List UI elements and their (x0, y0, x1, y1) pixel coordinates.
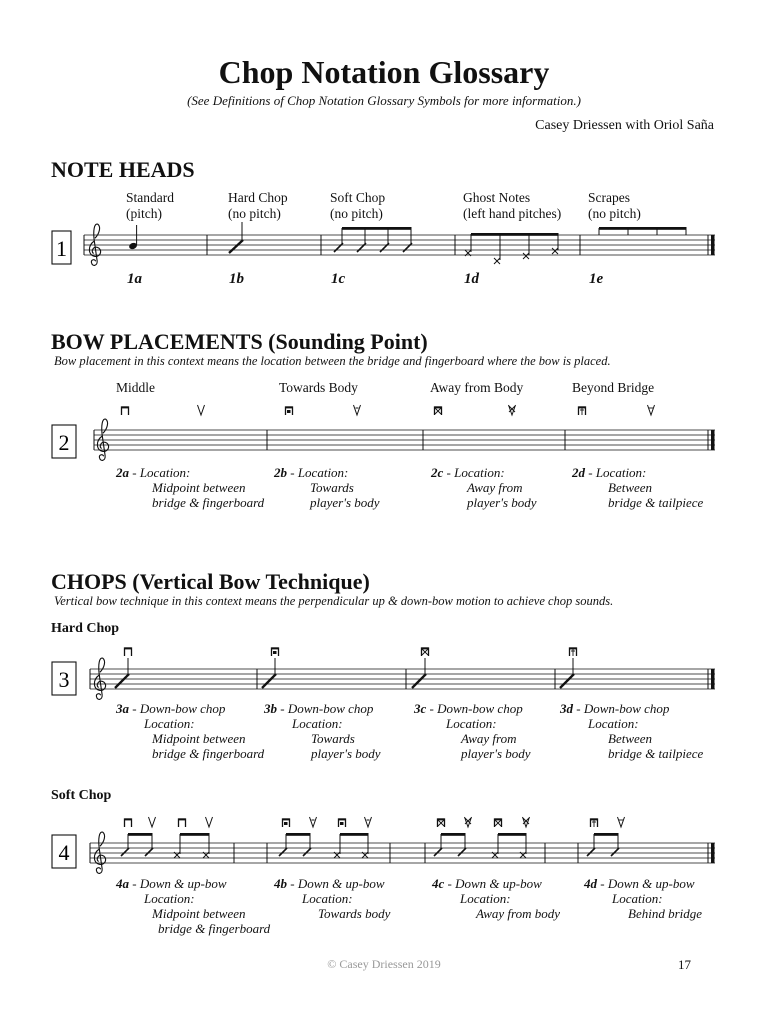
label-towards-body: Towards Body (279, 380, 358, 395)
up-bow-beyond-bridge-icon (648, 405, 655, 415)
label-1c: Soft Chop (no pitch) (330, 190, 386, 221)
label-middle: Middle (116, 380, 155, 395)
author: Casey Driessen with Oriol Saña (535, 118, 714, 133)
down-bow-icon (125, 647, 132, 656)
down-bow-away-icon (422, 647, 429, 656)
up-bow-beyond-bridge-icon (618, 817, 625, 827)
section-heading-bow-placements: BOW PLACEMENTS (Sounding Point) (51, 329, 428, 354)
down-bow-icon (122, 406, 129, 415)
caption-2d: 2d - Location: Between bridge & tailpiece (572, 465, 704, 510)
down-bow-away-icon (438, 818, 445, 827)
staff-1 (52, 222, 715, 265)
down-bow-icon (125, 818, 132, 827)
staff-number-1: 1 (56, 236, 67, 261)
caption-4d: 4d - Down & up-bow Location: Behind bridge (584, 876, 703, 921)
page-number: 17 (678, 957, 691, 972)
example-id-1a: 1a (127, 271, 142, 287)
section-description-bow-placements: Bow placement in this context means the location between the bridge and fingerboard where the bow is placed. (54, 354, 611, 368)
caption-2a: 2a - Location: Midpoint between bridge & fingerboard (116, 465, 265, 510)
label-1e: Scrapes (no pitch) (588, 190, 641, 221)
section-heading-note-heads: NOTE HEADS (51, 157, 195, 182)
example-id-1c: 1c (331, 271, 346, 287)
page-subtitle: (See Definitions of Chop Notation Glossary Symbols for more information.) (187, 93, 581, 108)
caption-3c: 3c - Down-bow chop Location: Away from player's body (414, 701, 531, 761)
staff-2 (52, 405, 715, 460)
down-bow-beyond-bridge-icon (570, 647, 577, 656)
staff-number-3: 3 (58, 667, 70, 692)
down-bow-beyond-bridge-icon (579, 406, 586, 415)
staff-number-2: 2 (58, 430, 70, 455)
down-bow-away-icon (495, 818, 502, 827)
up-bow-towards-body-icon (354, 405, 361, 415)
caption-2b: 2b - Location: Towards player's body (274, 465, 380, 510)
subheading-soft-chop: Soft Chop (51, 788, 112, 803)
label-1b: Hard Chop (no pitch) (228, 190, 288, 221)
caption-2c: 2c - Location: Away from player's body (431, 465, 537, 510)
caption-4c: 4c - Down & up-bow Location: Away from body (432, 876, 561, 921)
caption-4a: 4a - Down & up-bow Location: Midpoint between bridge & fingerboard (116, 876, 271, 936)
section-description-chops: Vertical bow technique in this context means the perpendicular up & down-bow motion to achieve chop sounds. (54, 594, 614, 608)
subheading-hard-chop: Hard Chop (51, 621, 120, 636)
up-bow-icon (198, 405, 205, 415)
caption-4b: 4b - Down & up-bow Location: Towards body (274, 876, 391, 921)
section-heading-chops: CHOPS (Vertical Bow Technique) (51, 569, 370, 594)
up-bow-icon (206, 817, 213, 827)
up-bow-towards-body-icon (310, 817, 317, 827)
down-bow-icon (179, 818, 186, 827)
down-bow-away-icon (435, 406, 442, 415)
up-bow-towards-body-icon (365, 817, 372, 827)
page-title: Chop Notation Glossary (218, 54, 550, 90)
label-1a: Standard (pitch) (126, 190, 174, 221)
up-bow-away-icon (523, 817, 530, 827)
example-id-1e: 1e (589, 271, 604, 287)
up-bow-away-icon (465, 817, 472, 827)
up-bow-away-icon (509, 405, 516, 415)
label-beyond-bridge: Beyond Bridge (572, 380, 655, 395)
down-bow-towards-body-icon (339, 818, 346, 827)
caption-3d: 3d - Down-bow chop Location: Between bridge & tailpiece (560, 701, 704, 761)
example-id-1b: 1b (229, 271, 244, 287)
down-bow-towards-body-icon (272, 647, 279, 656)
label-away-from-body: Away from Body (430, 380, 524, 395)
staff-number-4: 4 (58, 840, 70, 865)
down-bow-towards-body-icon (286, 406, 293, 415)
copyright-footer: © Casey Driessen 2019 (327, 957, 441, 971)
caption-3a: 3a - Down-bow chop Location: Midpoint between bridge & fingerboard (116, 701, 265, 761)
down-bow-beyond-bridge-icon (591, 818, 598, 827)
caption-3b: 3b - Down-bow chop Location: Towards player's body (264, 701, 381, 761)
staff-4 (52, 817, 715, 873)
up-bow-icon (149, 817, 156, 827)
down-bow-towards-body-icon (283, 818, 290, 827)
staff-3 (52, 647, 715, 699)
example-id-1d: 1d (464, 271, 479, 287)
label-1d: Ghost Notes (left hand pitches) (463, 190, 562, 221)
